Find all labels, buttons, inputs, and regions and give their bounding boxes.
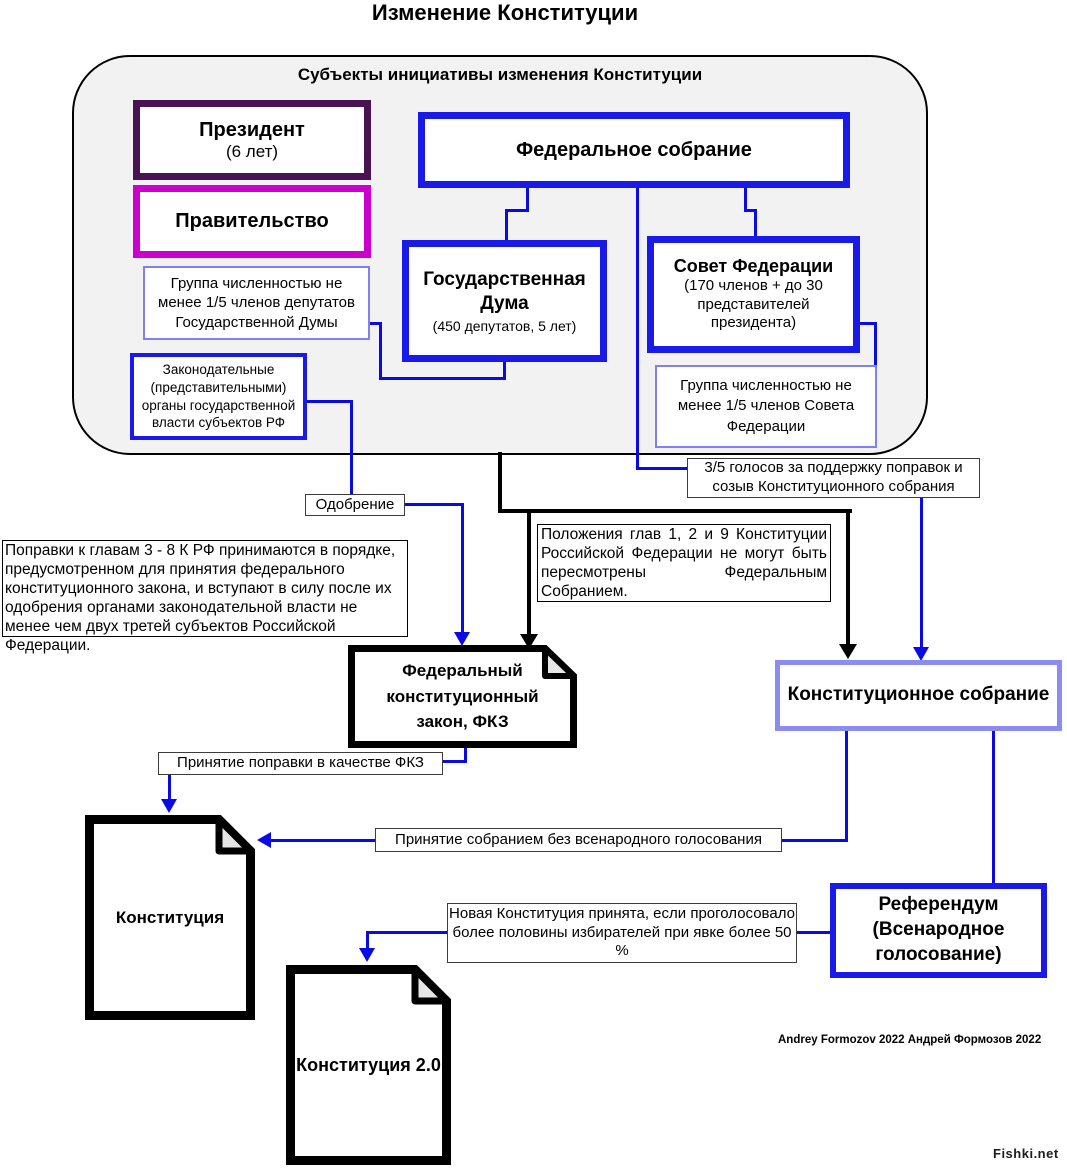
approval-label: Одобрение [305,494,405,516]
connector-legislative-approval [307,400,353,403]
connector-fa-duma [505,209,508,241]
page-title: Изменение Конституции [371,0,639,25]
connector-referendum-note [797,931,830,934]
assembly-adoption-label: Принятие собранием без всенародного голосования [375,828,782,852]
container-title: Субъекты инициативы изменения Конституции [297,65,703,84]
connector-assembly-adoption [268,839,375,842]
federation-council-title: Совет Федерации [673,255,834,276]
arrowhead [257,832,271,848]
connector-assembly-referendum [992,731,995,883]
connector-note-constitution2 [367,931,447,934]
referendum-title: Референдум (Всенародное голосование) [872,894,1005,965]
connector-duma-group [379,377,506,380]
connector-fa-council [744,188,747,211]
arrowhead [839,644,857,659]
connector-fa-duma [526,188,529,211]
connector-duma-group [379,322,382,380]
connector-fkz-adoption [443,760,467,763]
connector-council-group [874,322,877,368]
fkz-title: Федеральный конституционный закон, ФКЗ [386,661,539,732]
president-title: Президент [199,118,305,141]
connector-duma-group [503,362,506,380]
constitution-document [85,815,255,1020]
connector-fa-duma [505,209,529,212]
president-term: (6 лет) [225,141,279,161]
connector-assembly-adoption [782,839,848,842]
federal-assembly-title: Федеральное собрание [516,138,752,161]
connector-container-fkz [527,509,531,636]
federation-council-box [647,236,860,353]
connector-assembly-adoption [845,731,848,842]
connector-container-out [498,452,502,513]
constitutional-assembly-title: Конституционное собрание [787,684,1050,706]
connector-container-assembly [846,509,850,646]
state-duma-box [402,240,607,362]
government-box [133,185,371,258]
state-duma-title: Государственная Дума [423,269,586,314]
arrowhead [359,948,375,962]
state-duma-composition: (450 депутатов, 5 лет) [432,317,577,334]
connector-adoption-constitution [168,775,171,801]
duma-group-box: Группа численностью не менее 1/5 членов депутатов Государственной Думы [143,266,370,340]
fkz-adoption-label: Принятие поправки в качестве ФКЗ [158,752,443,775]
constitutional-assembly-box [775,660,1062,731]
fkz-document [348,645,577,748]
connector-fa-three-fifths [636,467,688,470]
connector-approval-fkz [461,503,464,633]
referendum-box [830,883,1047,978]
constitution2-title: Конституция 2.0 [296,1054,441,1075]
arrowhead [454,632,470,646]
amendments-note: Поправки к главам 3 - 8 К РФ принимаются в порядке, предусмотренном для принятия федерального конституционного закона, и вступают в силу после их одобрения органами законодательной власти не менее чем двух третей субъектов Российской Федерации. [2,540,408,637]
arrowhead [161,799,177,813]
federation-council-composition: (170 членов + до 30 представителей президента) [684,276,823,332]
provisions-note: Положения глав 1, 2 и 9 Конституции Российской Федерации не могут быть пересмотрены Федеральным Собранием. [537,524,831,602]
arrowhead [913,647,929,661]
watermark: Fishki.net [993,1146,1059,1161]
connector-fa-council [754,209,757,237]
constitution-title: Конституция [115,907,225,927]
credit-text: Andrey Formozov 2022 Андрей Формозов 2022 [778,1034,1042,1046]
connector-legislative-approval [350,400,353,494]
connector-container-out [498,509,852,513]
three-fifths-label: 3/5 голосов за поддержку поправок и созыв Конституционного собрания [687,458,980,498]
connector-approval-fkz [405,503,464,506]
government-title: Правительство [175,210,329,232]
president-box [133,100,371,180]
federal-assembly-box [418,112,850,188]
legislative-bodies-box: Законодательные (представительными) органы государственной власти субъектов РФ [130,353,307,440]
constitution2-document [286,965,451,1165]
connector-three-fifths-assembly [920,498,923,648]
connector-fa-three-fifths [636,188,639,470]
new-constitution-note: Новая Конституция принята, если проголосовало более половины избирателей при явке более 50 % [447,903,797,963]
council-group-box: Группа численностью не менее 1/5 членов Совета Федерации [655,365,877,448]
